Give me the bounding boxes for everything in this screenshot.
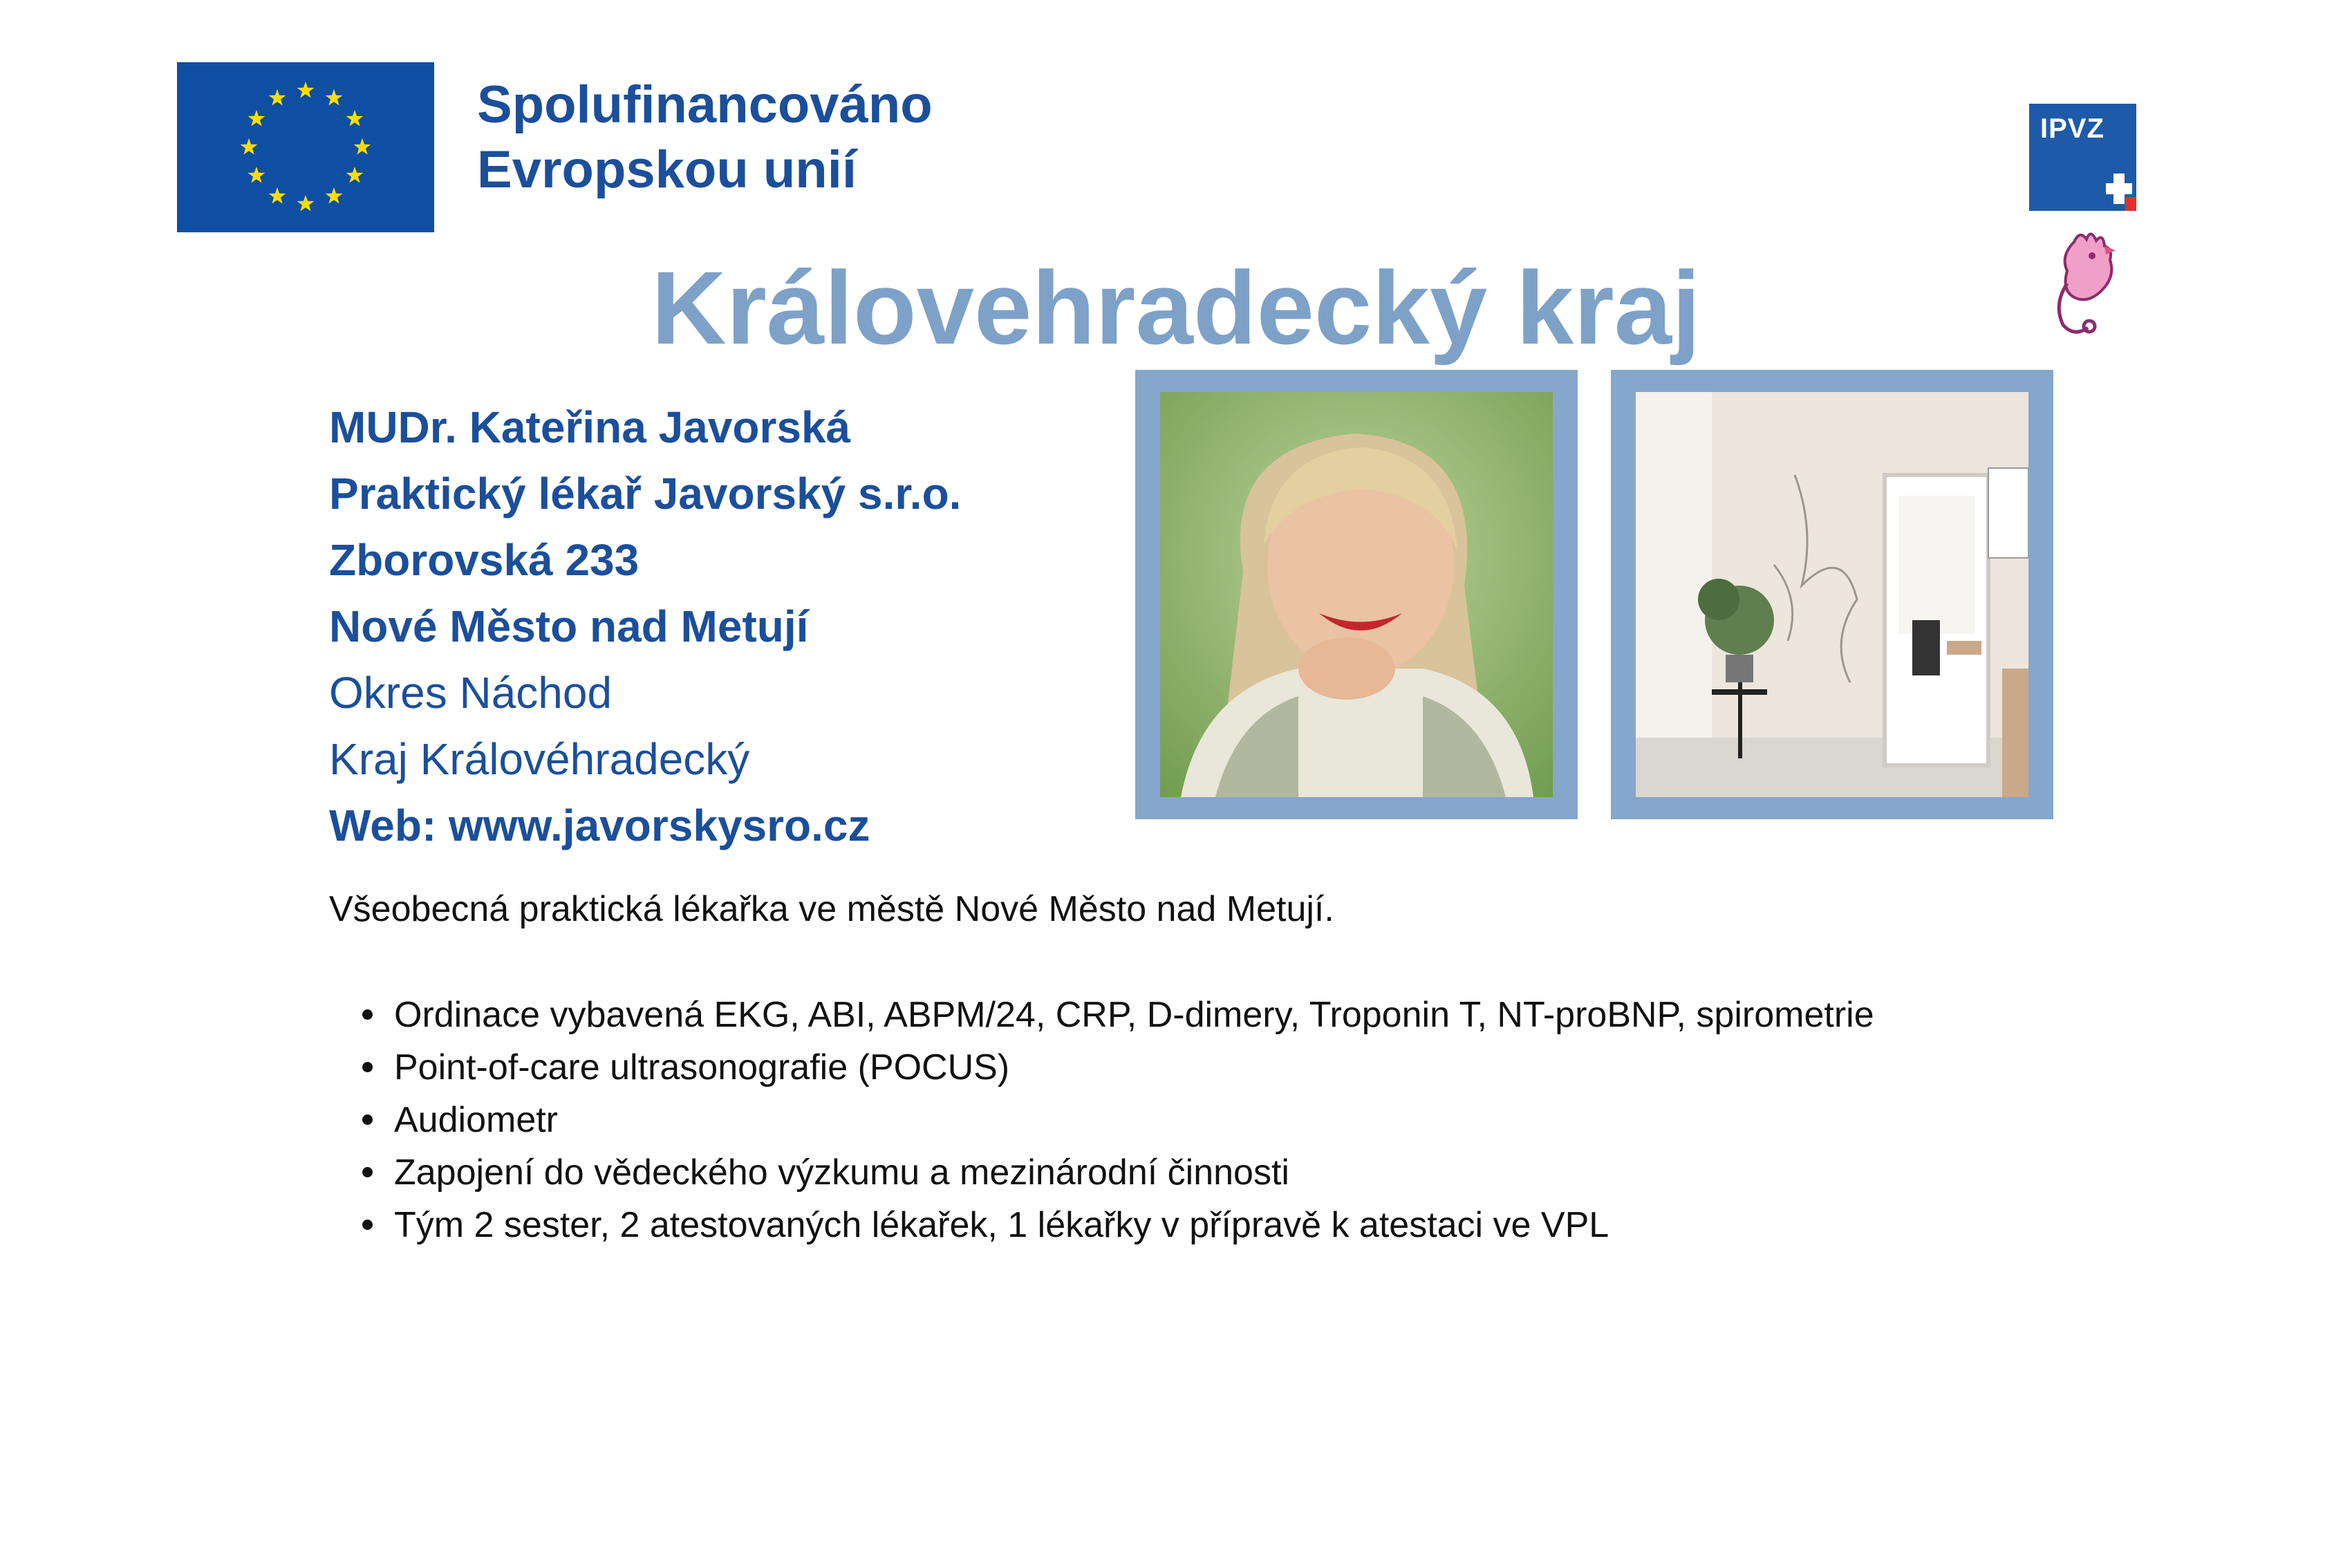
eu-star	[297, 195, 315, 212]
list-item: Zapojení do vědeckého výzkumu a mezinárodní činnosti	[353, 1146, 1943, 1199]
ipvz-logo	[2029, 104, 2136, 211]
office-photo-frame	[1611, 370, 2053, 819]
list-item: Point-of-care ultrasonografie (POCUS)	[353, 1041, 1943, 1094]
city: Nové Město nad Metují	[329, 601, 809, 651]
eu-star	[297, 82, 315, 98]
eu-star	[354, 138, 371, 155]
eu-star	[346, 110, 364, 127]
eu-star	[326, 187, 343, 204]
website-link[interactable]: Web: www.javorskysro.cz	[329, 801, 870, 850]
eu-cofinancing-text	[477, 73, 933, 203]
list-item: Tým 2 sester, 2 atestovaných lékařek, 1 lékařky v přípravě k atestaci ve VPL	[353, 1199, 1943, 1251]
contact-block	[329, 394, 961, 859]
page-title: Královehradecký kraj	[651, 250, 1701, 366]
eu-star	[241, 138, 258, 155]
eu-stars	[177, 62, 434, 232]
district: Okres Náchod	[329, 668, 613, 718]
description: Všeobecná praktická lékařka ve městě Nové Město nad Metují.	[329, 889, 1334, 929]
region: Kraj Královéhradecký	[329, 734, 750, 784]
eu-flag-icon	[177, 62, 434, 232]
list-item: Ordinace vybavená EKG, ABI, ABPM/24, CRP, D-dimery, Troponin T, NT-proBNP, spirometrie	[353, 989, 1943, 1041]
ipvz-label: IPVZ	[2040, 113, 2104, 144]
portrait-photo-frame	[1135, 370, 1578, 819]
eu-text-line2: Evropskou unií	[477, 140, 857, 199]
eu-star	[269, 187, 286, 204]
office-interior-photo	[1636, 392, 2028, 797]
eu-text-line1: Spolufinancováno	[477, 75, 933, 134]
doctor-portrait-photo	[1160, 392, 1553, 797]
eu-star	[248, 110, 265, 127]
list-item: Audiometr	[353, 1094, 1943, 1146]
medical-cross-icon	[2081, 169, 2136, 211]
features-list	[353, 989, 1943, 1251]
eu-star	[248, 167, 265, 183]
eu-star	[269, 89, 286, 106]
company-name: Praktický lékař Javorský s.r.o.	[329, 469, 962, 519]
street-address: Zborovská 233	[329, 535, 640, 585]
eu-star	[326, 89, 343, 106]
doctor-name: MUDr. Kateřina Javorská	[329, 402, 851, 452]
eu-star	[346, 167, 364, 183]
